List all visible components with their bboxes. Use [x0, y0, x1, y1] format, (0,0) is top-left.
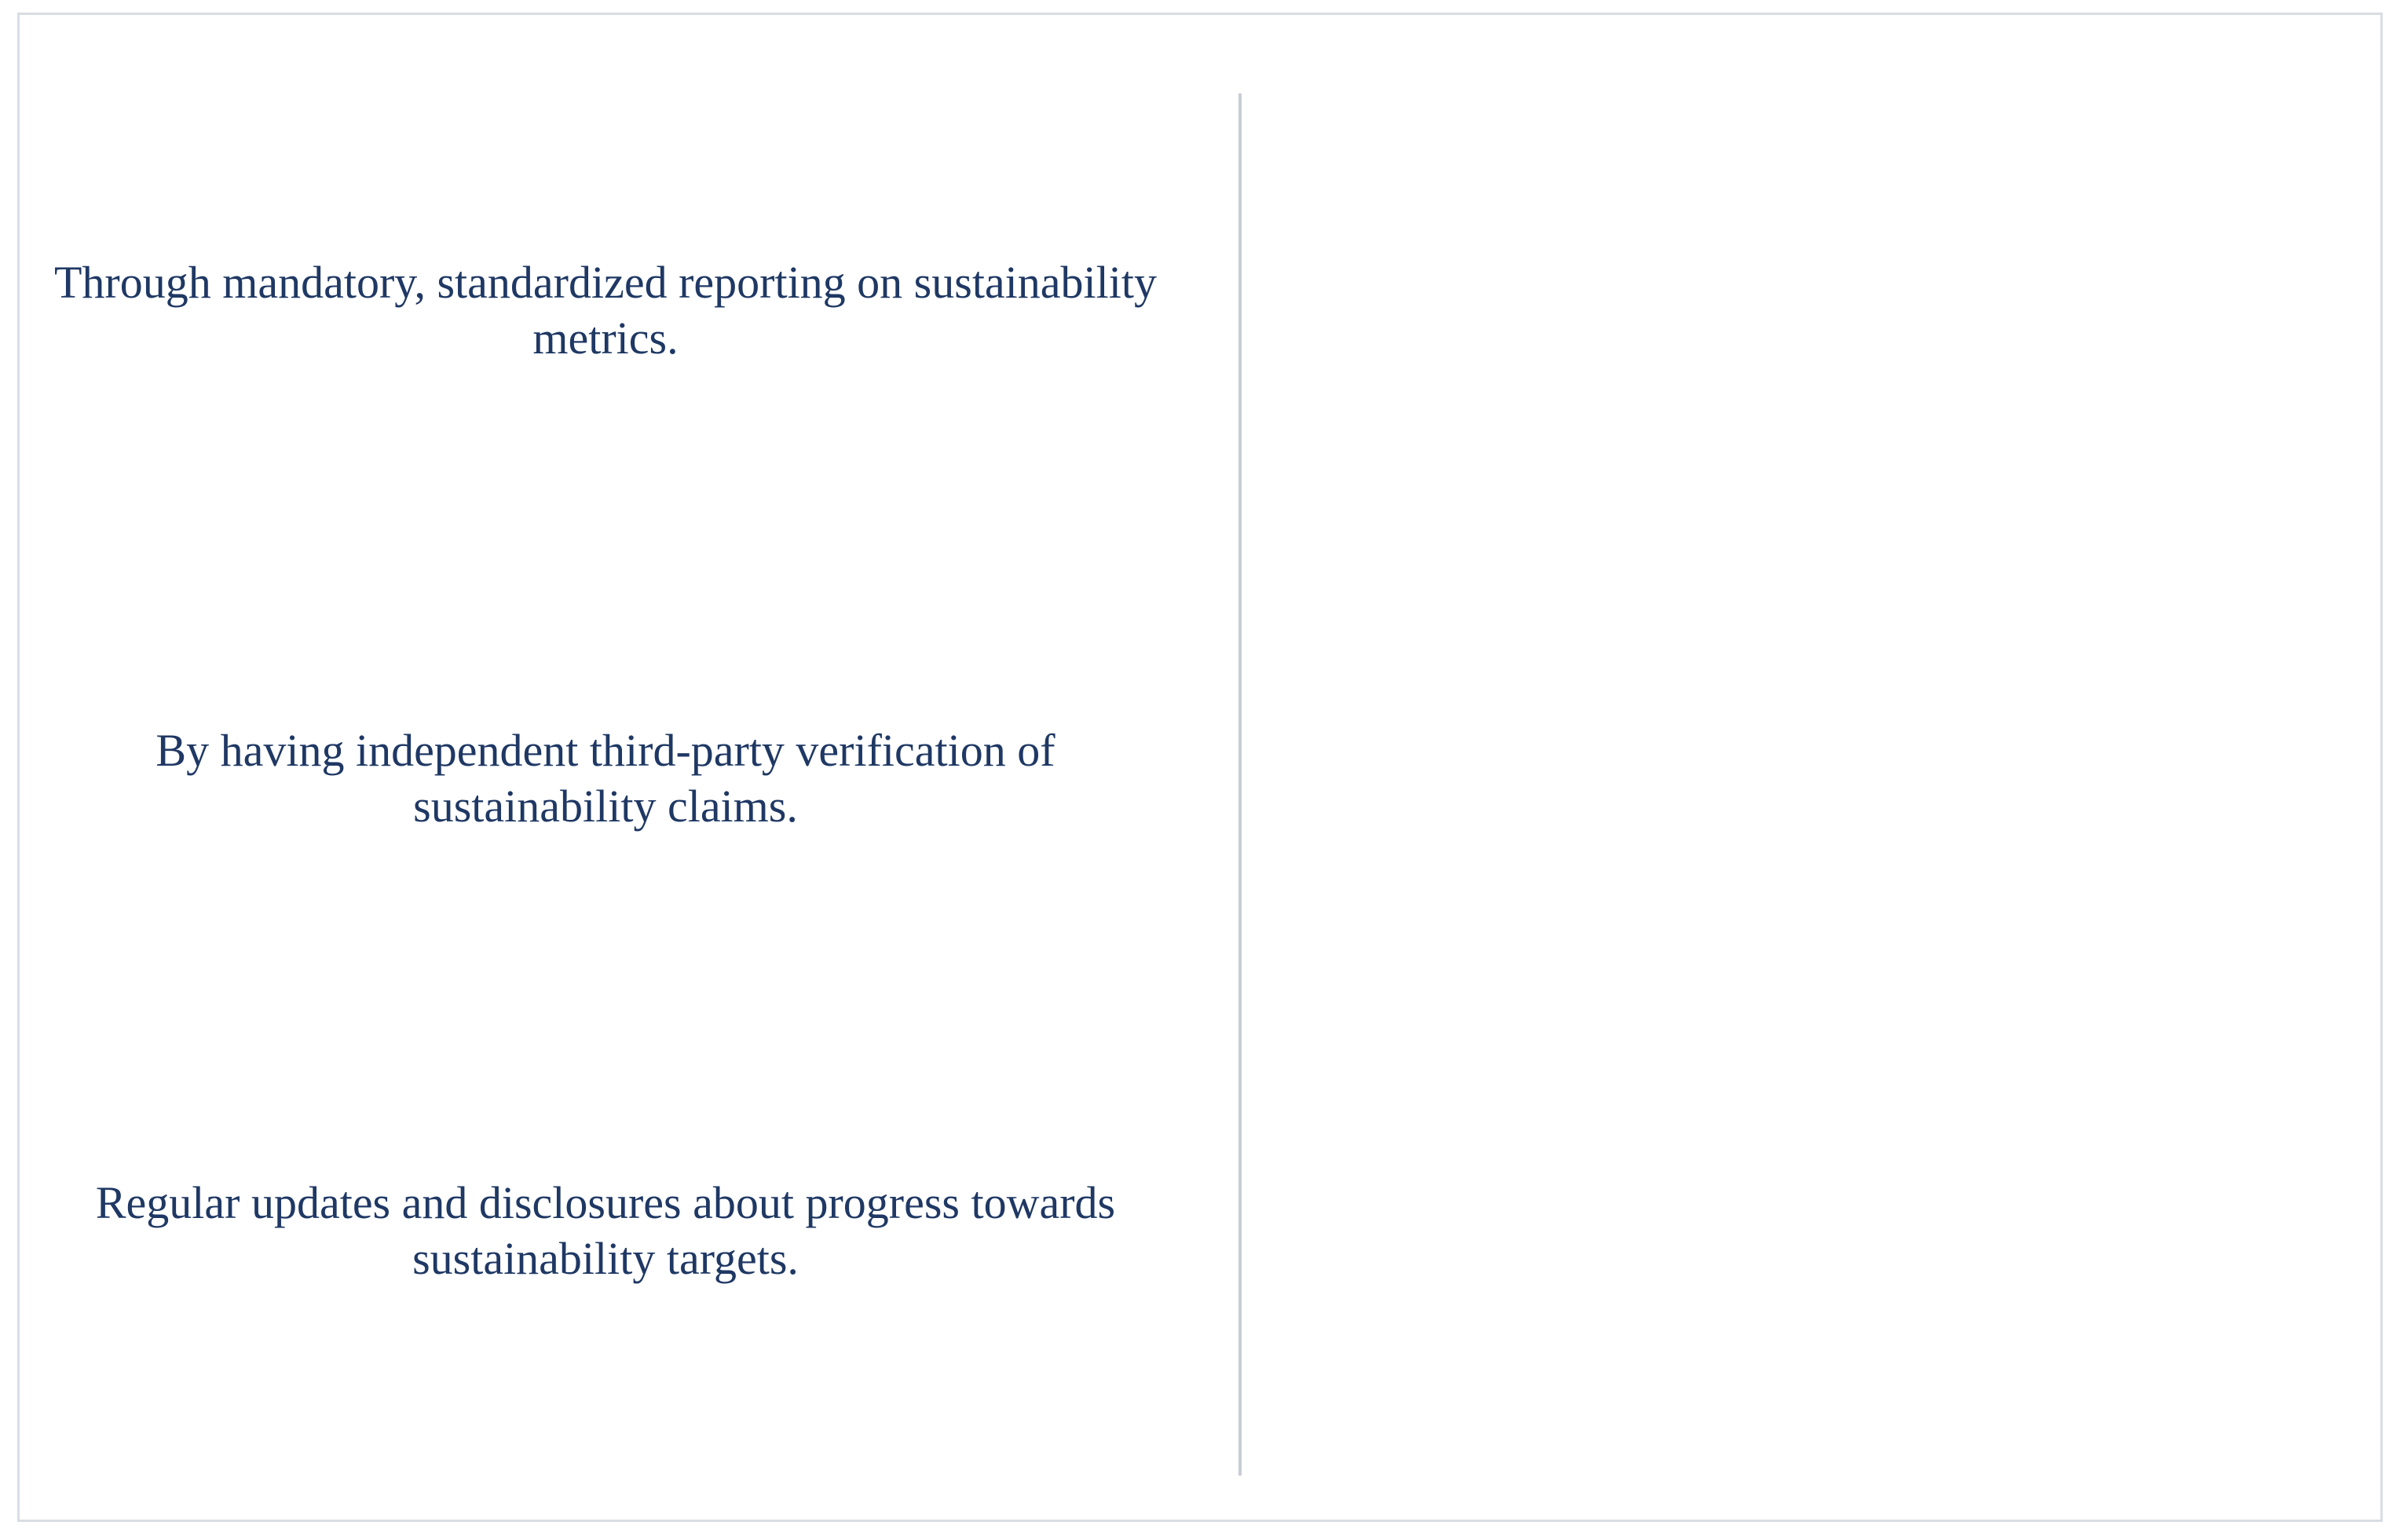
category-label-0: Through mandatory, standardized reporting on sustainability metrics. — [53, 257, 1157, 364]
bar-value-label-2: 43% — [1782, 1169, 1869, 1216]
bar-container-2[interactable] — [1242, 1130, 1889, 1254]
chart-frame — [17, 13, 2383, 1522]
bar-container-0[interactable] — [1242, 211, 2205, 335]
category-label-2: Regular updates and disclosures about progress towards sustainability targets. — [95, 1177, 1116, 1284]
category-label-1: By having independent third-party verification of sustainability claims. — [155, 725, 1055, 832]
plot-area — [20, 15, 2380, 1520]
bar-value-label-1: 50% — [1887, 717, 1974, 764]
bar-value-label-0: 64% — [2098, 250, 2185, 297]
bar-rows — [20, 15, 2380, 1520]
bar-container-1[interactable] — [1242, 679, 1994, 803]
